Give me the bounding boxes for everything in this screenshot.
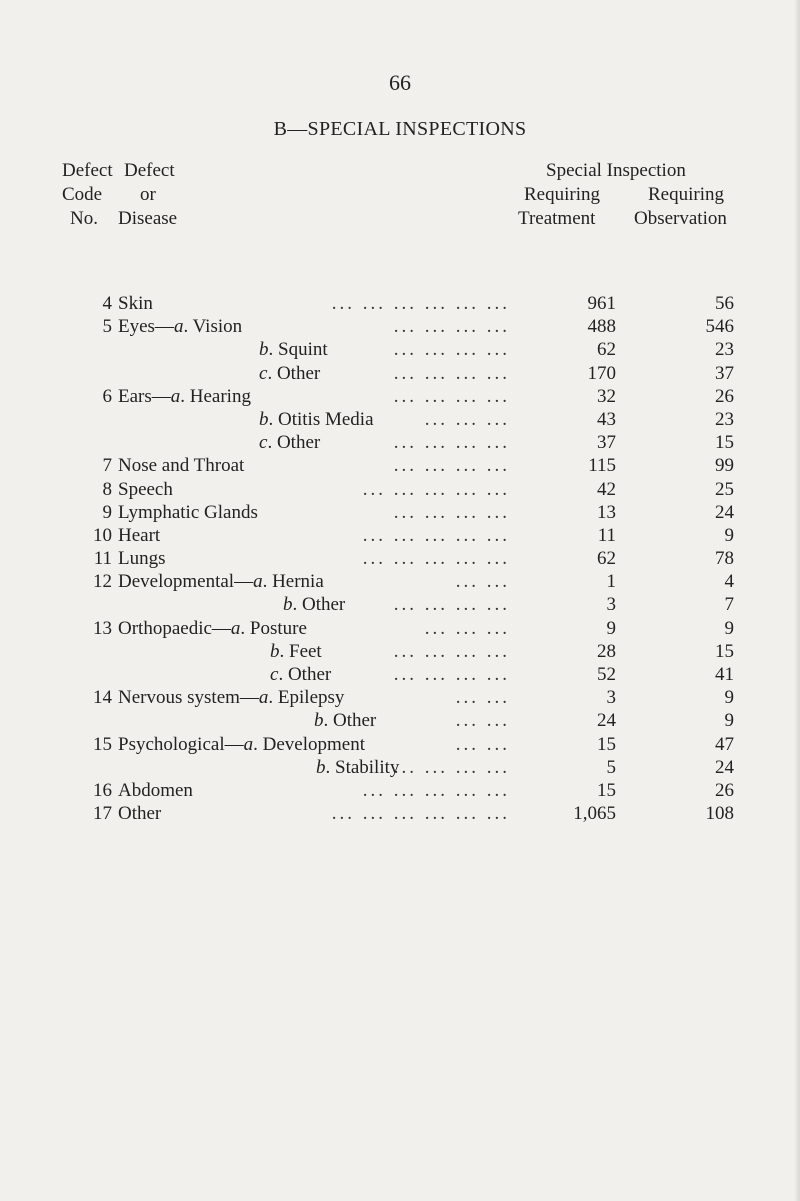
defect-code: 5 [102, 316, 112, 338]
table-row [0, 663, 800, 686]
dot-leader: ... ... ... ... ... ... [331, 803, 510, 825]
defect-label: Other [118, 803, 162, 825]
table-row [0, 779, 800, 802]
defect-label: Lungs [118, 548, 166, 570]
defect-code: 10 [93, 524, 112, 546]
defect-code: 14 [93, 687, 112, 709]
requiring-observation-value: 47 [715, 733, 734, 755]
requiring-observation-value: 56 [715, 293, 734, 314]
header-treatment-line2: Treatment [518, 208, 596, 229]
defect-label: Heart [118, 524, 161, 546]
header-code-line2: Code [62, 184, 103, 205]
requiring-treatment-value: 1 [606, 571, 616, 593]
defect-label: b. Stability [316, 756, 400, 778]
dot-leader: ... ... ... ... ... [362, 524, 510, 546]
table-row [0, 802, 800, 825]
dot-leader: ... ... ... ... ... [362, 478, 510, 500]
defect-code: 7 [102, 455, 112, 477]
defect-label: Skin [118, 293, 153, 314]
page-edge-shadow [794, 0, 800, 1201]
requiring-observation-value: 99 [715, 455, 734, 477]
table-row [0, 385, 800, 408]
dot-leader: ... ... [455, 733, 510, 755]
table-row [0, 338, 800, 361]
table-row [0, 315, 800, 338]
requiring-treatment-value: 32 [597, 385, 616, 407]
header-observation-line1: Requiring [648, 184, 724, 205]
requiring-treatment-value: 5 [606, 756, 616, 778]
table-row [0, 478, 800, 501]
table-row [0, 686, 800, 709]
table-row [0, 362, 800, 385]
requiring-observation-value: 546 [705, 316, 734, 338]
table-row [0, 292, 800, 315]
dot-leader: ... ... [455, 710, 510, 732]
defect-label: Eyes—a. Vision [118, 316, 243, 338]
header-code-line3: No. [70, 208, 98, 229]
requiring-treatment-value: 11 [597, 524, 616, 546]
requiring-treatment-value: 28 [597, 640, 616, 662]
requiring-treatment-value: 3 [606, 594, 616, 616]
requiring-treatment-value: 9 [606, 617, 616, 639]
defect-code: 17 [93, 803, 112, 825]
requiring-treatment-value: 42 [597, 478, 616, 500]
table-row [0, 431, 800, 454]
requiring-observation-value: 9 [724, 710, 734, 732]
dot-leader: ... ... ... ... [393, 756, 510, 778]
requiring-treatment-value: 15 [597, 779, 616, 801]
requiring-treatment-value: 24 [597, 710, 616, 732]
requiring-treatment-value: 62 [597, 339, 616, 361]
dot-leader: ... ... ... ... ... [362, 548, 510, 570]
dot-leader: ... ... ... ... [393, 339, 510, 361]
requiring-observation-value: 15 [715, 432, 734, 454]
requiring-treatment-value: 3 [606, 687, 616, 709]
header-special-inspection: Special Inspection [546, 160, 686, 181]
requiring-treatment-value: 15 [597, 733, 616, 755]
defect-label: Psychological—a. Development [118, 733, 365, 755]
requiring-observation-value: 37 [715, 362, 734, 384]
defect-label: b. Feet [270, 640, 322, 662]
dot-leader: ... ... ... ... ... ... [331, 293, 510, 314]
requiring-observation-value: 24 [715, 756, 734, 778]
requiring-observation-value: 4 [724, 571, 734, 593]
dot-leader: ... ... ... ... [393, 640, 510, 662]
dot-leader: ... ... ... [424, 617, 510, 639]
requiring-observation-value: 78 [715, 548, 734, 570]
defect-label: Lymphatic Glands [118, 501, 258, 523]
defect-label: c. Other [259, 362, 321, 384]
defect-code: 12 [93, 571, 112, 593]
header-disease-line3: Disease [118, 208, 178, 229]
requiring-treatment-value: 13 [597, 501, 616, 523]
table-row [0, 570, 800, 593]
defect-code: 13 [93, 617, 112, 639]
requiring-observation-value: 25 [715, 478, 734, 500]
defect-label: b. Other [283, 594, 346, 616]
table-row [0, 408, 800, 431]
header-observation-line2: Observation [634, 208, 727, 229]
dot-leader: ... ... ... ... [393, 594, 510, 616]
defect-label: b. Other [314, 710, 377, 732]
table-row [0, 617, 800, 640]
requiring-observation-value: 7 [724, 594, 734, 616]
inspection-table [0, 292, 800, 825]
requiring-observation-value: 41 [715, 664, 734, 685]
dot-leader: ... ... [455, 687, 510, 709]
defect-label: c. Other [259, 432, 321, 454]
defect-label: c. Other [270, 664, 332, 685]
requiring-treatment-value: 52 [597, 664, 616, 685]
dot-leader: ... ... ... ... [393, 501, 510, 523]
requiring-observation-value: 24 [715, 501, 734, 523]
defect-label: Nervous system—a. Epilepsy [118, 687, 345, 709]
requiring-treatment-value: 1,065 [573, 803, 616, 825]
defect-code: 16 [93, 779, 112, 801]
dot-leader: ... ... ... [424, 408, 510, 430]
table-row [0, 524, 800, 547]
defect-code: 8 [102, 478, 112, 500]
header-disease-line2: or [140, 184, 156, 205]
requiring-treatment-value: 37 [597, 432, 616, 454]
requiring-observation-value: 23 [715, 339, 734, 361]
dot-leader: ... ... ... ... ... [362, 779, 510, 801]
header-treatment-line1: Requiring [524, 184, 600, 205]
requiring-observation-value: 26 [715, 779, 734, 801]
defect-label: Speech [118, 478, 173, 500]
dot-leader: ... ... ... ... [393, 385, 510, 407]
requiring-treatment-value: 488 [587, 316, 616, 338]
table-row [0, 733, 800, 756]
requiring-treatment-value: 43 [597, 408, 616, 430]
defect-label: Abdomen [118, 779, 193, 801]
requiring-observation-value: 9 [724, 687, 734, 709]
requiring-treatment-value: 170 [587, 362, 616, 384]
requiring-treatment-value: 62 [597, 548, 616, 570]
page-title: B—SPECIAL INSPECTIONS [273, 118, 527, 140]
table-row [0, 756, 800, 779]
table-row [0, 454, 800, 477]
defect-label: b. Otitis Media [259, 408, 374, 430]
defect-code: 11 [93, 548, 112, 570]
defect-label: Orthopaedic—a. Posture [118, 617, 307, 639]
header-code-line1: Defect [62, 160, 113, 181]
header-disease-line1: Defect [124, 160, 175, 181]
defect-code: 4 [102, 293, 112, 314]
requiring-observation-value: 108 [705, 803, 734, 825]
table-row [0, 640, 800, 663]
dot-leader: ... ... ... ... [393, 455, 510, 477]
requiring-observation-value: 26 [715, 385, 734, 407]
dot-leader: ... ... [455, 571, 510, 593]
table-row [0, 547, 800, 570]
defect-label: b. Squint [259, 339, 328, 361]
requiring-observation-value: 23 [715, 408, 734, 430]
table-row [0, 593, 800, 616]
requiring-observation-value: 15 [715, 640, 734, 662]
defect-code: 15 [93, 733, 112, 755]
requiring-observation-value: 9 [724, 617, 734, 639]
defect-code: 6 [102, 385, 112, 407]
dot-leader: ... ... ... ... [393, 316, 510, 338]
dot-leader: ... ... ... ... [393, 664, 510, 685]
requiring-treatment-value: 961 [587, 293, 616, 314]
defect-label: Developmental—a. Hernia [118, 571, 324, 593]
defect-label: Ears—a. Hearing [118, 385, 251, 407]
table-row [0, 501, 800, 524]
defect-label: Nose and Throat [118, 455, 245, 477]
defect-code: 9 [102, 501, 112, 523]
dot-leader: ... ... ... ... [393, 362, 510, 384]
table-row [0, 709, 800, 732]
dot-leader: ... ... ... ... [393, 432, 510, 454]
requiring-treatment-value: 115 [588, 455, 616, 477]
page-number: 66 [389, 70, 411, 95]
requiring-observation-value: 9 [724, 524, 734, 546]
